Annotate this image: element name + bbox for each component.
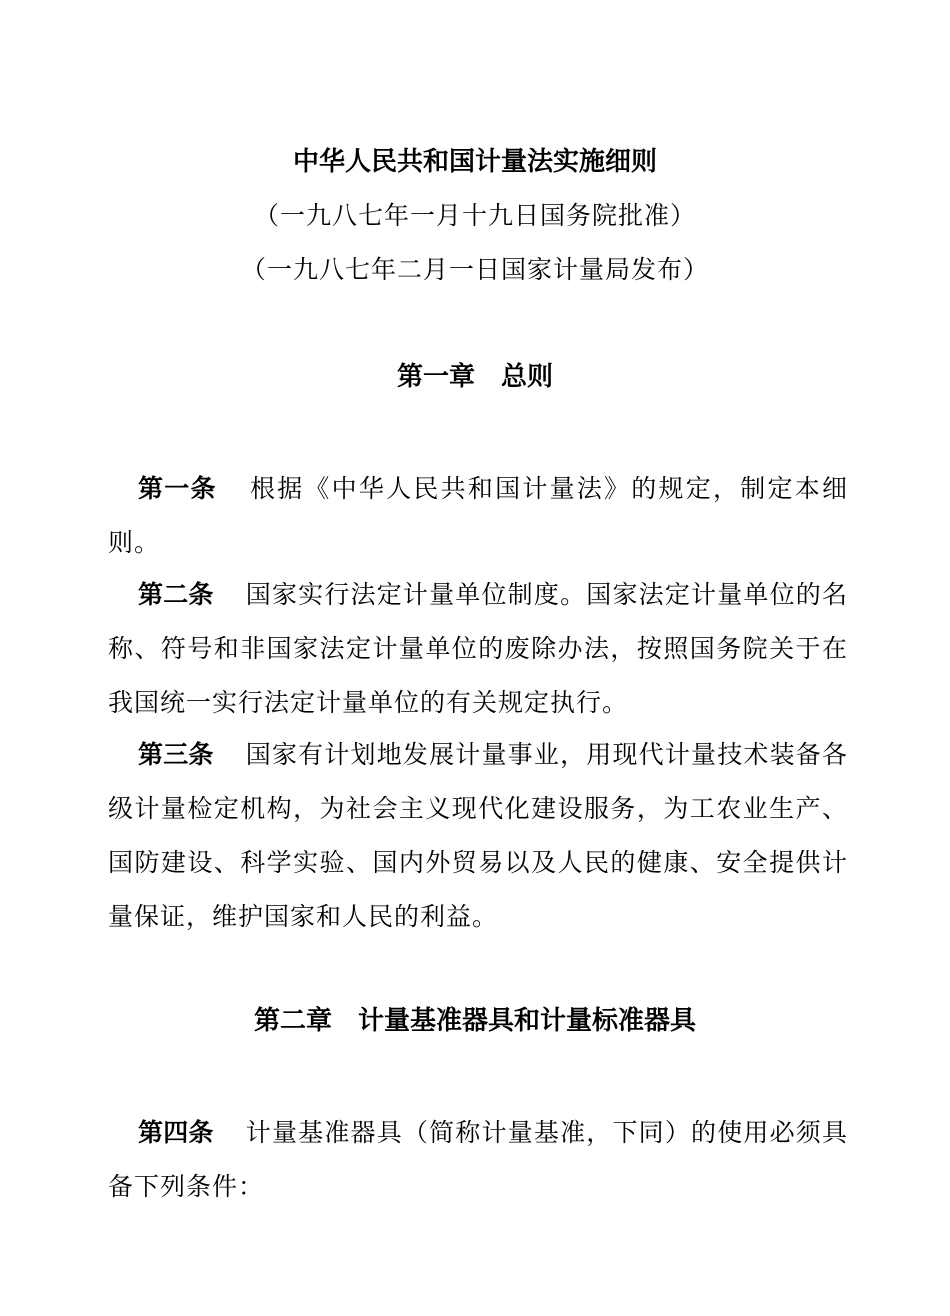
article-label: 第一条 — [138, 474, 217, 503]
article-label: 第四条 — [138, 1118, 214, 1147]
article-4 — [108, 1106, 848, 1214]
article-label: 第二条 — [138, 580, 214, 609]
article-text: 根据《中华人民共和国计量法》的规定，制定本细则。 — [108, 474, 848, 557]
article-text: 计量基准器具（简称计量基准，下同）的使用必须具备下列条件： — [108, 1118, 848, 1201]
publication-note: （一九八七年二月一日国家计量局发布） — [240, 255, 709, 284]
approval-note: （一九八七年一月十九日国务院批准） — [253, 201, 696, 230]
article-1 — [108, 462, 848, 570]
chapter-number: 第二章 — [253, 1006, 332, 1036]
chapter-number: 第一章 — [396, 362, 475, 392]
article-text: 国家实行法定计量单位制度。国家法定计量单位的名称、符号和非国家法定计量单位的废除办法，按照国务院关于在我国统一实行法定计量单位的有关规定执行。 — [108, 580, 848, 717]
article-text: 国家有计划地发展计量事业，用现代计量技术装备各级计量检定机构，为社会主义现代化建设服务，为工农业生产、国防建设、科学实验、国内外贸易以及人民的健康、安全提供计量保证，维护国家和人民的利益。 — [108, 740, 848, 931]
chapter-name: 总则 — [501, 362, 554, 392]
article-label: 第三条 — [138, 740, 214, 769]
document-title: 中华人民共和国计量法实施细则 — [292, 147, 657, 177]
chapter-name: 计量基准器具和计量标准器具 — [358, 1006, 697, 1036]
article-3 — [108, 728, 848, 944]
chapter-heading-1 — [0, 357, 950, 397]
chapter-heading-2 — [0, 1001, 950, 1041]
article-2 — [108, 568, 848, 730]
